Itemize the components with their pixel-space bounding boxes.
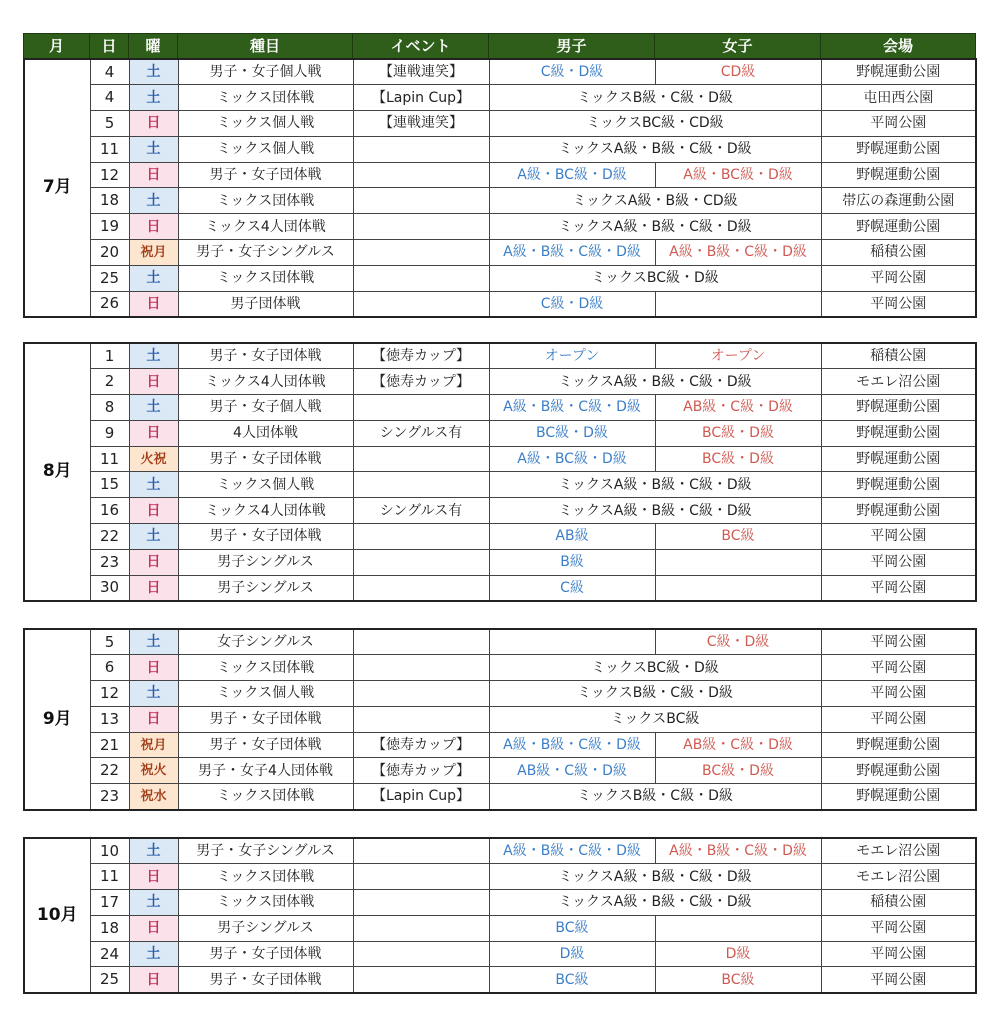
month-label: 10月: [24, 838, 90, 993]
day-number: 22: [90, 758, 129, 784]
men-division: A級・B級・C級・D級: [489, 732, 655, 758]
venue: 平岡公園: [821, 706, 976, 732]
schedule-row: [24, 420, 976, 446]
day-number: 4: [90, 85, 129, 111]
weekday-badge: 祝火: [129, 758, 178, 784]
weekday-badge: 日: [129, 111, 178, 137]
header-event-type: 種目: [178, 34, 353, 59]
schedule-row: [24, 838, 976, 864]
schedule-row: [24, 864, 976, 890]
mixed-division: ミックスBC級・D級: [489, 655, 821, 681]
men-division: A級・BC級・D級: [489, 162, 655, 188]
venue: 平岡公園: [821, 111, 976, 137]
schedule-row: [24, 655, 976, 681]
event-type: 4人団体戦: [178, 420, 353, 446]
women-division: C級・D級: [655, 629, 821, 655]
venue: 帯広の森運動公園: [821, 188, 976, 214]
event-name: 【連戦連笑】: [353, 59, 489, 85]
event-name: 【連戦連笑】: [353, 111, 489, 137]
event-type: 男子シングルス: [178, 915, 353, 941]
event-type: ミックス個人戦: [178, 136, 353, 162]
men-division: BC級: [489, 967, 655, 993]
schedule-row: [24, 498, 976, 524]
day-number: 8: [90, 395, 129, 421]
women-division: BC級・D級: [655, 420, 821, 446]
venue: 屯田西公園: [821, 85, 976, 111]
mixed-division: ミックスA級・B級・C級・D級: [489, 369, 821, 395]
day-number: 19: [90, 214, 129, 240]
event-name: [353, 136, 489, 162]
schedule-row: [24, 706, 976, 732]
event-name: [353, 706, 489, 732]
header-women: 女子: [655, 34, 821, 59]
venue: 平岡公園: [821, 941, 976, 967]
header-day: 日: [90, 34, 129, 59]
venue: モエレ沼公園: [821, 369, 976, 395]
weekday-badge: 土: [129, 59, 178, 85]
venue: 野幌運動公園: [821, 162, 976, 188]
weekday-badge: 土: [129, 629, 178, 655]
weekday-badge: 日: [129, 967, 178, 993]
day-number: 25: [90, 265, 129, 291]
month-block: [23, 342, 977, 602]
event-name: [353, 941, 489, 967]
women-division: A級・BC級・D級: [655, 162, 821, 188]
men-division: BC級・D級: [489, 420, 655, 446]
schedule-row: [24, 629, 976, 655]
day-number: 5: [90, 629, 129, 655]
event-type: ミックス個人戦: [178, 111, 353, 137]
women-division: [655, 575, 821, 601]
day-number: 12: [90, 162, 129, 188]
venue: 平岡公園: [821, 915, 976, 941]
men-division: BC級: [489, 915, 655, 941]
schedule-row: [24, 59, 976, 85]
venue: 平岡公園: [821, 575, 976, 601]
venue: モエレ沼公園: [821, 838, 976, 864]
weekday-badge: 火祝: [129, 446, 178, 472]
men-division: A級・BC級・D級: [489, 446, 655, 472]
venue: 稲積公園: [821, 240, 976, 266]
venue: 平岡公園: [821, 524, 976, 550]
women-division: BC級: [655, 967, 821, 993]
weekday-badge: 日: [129, 498, 178, 524]
event-name: シングルス有: [353, 498, 489, 524]
venue: 野幌運動公園: [821, 214, 976, 240]
schedule-row: [24, 732, 976, 758]
event-type: 男子・女子団体戦: [178, 941, 353, 967]
schedule-row: [24, 575, 976, 601]
weekday-badge: 日: [129, 291, 178, 317]
schedule-row: [24, 524, 976, 550]
venue: 野幌運動公園: [821, 784, 976, 810]
women-division: AB級・C級・D級: [655, 732, 821, 758]
weekday-badge: 土: [129, 838, 178, 864]
day-number: 5: [90, 111, 129, 137]
weekday-badge: 土: [129, 941, 178, 967]
schedule-row: [24, 890, 976, 916]
header-row: [24, 34, 976, 59]
event-type: 女子シングルス: [178, 629, 353, 655]
mixed-division: ミックスB級・C級・D級: [489, 784, 821, 810]
mixed-division: ミックスA級・B級・C級・D級: [489, 498, 821, 524]
event-name: [353, 681, 489, 707]
event-type: ミックス団体戦: [178, 864, 353, 890]
event-name: 【Lapin Cup】: [353, 85, 489, 111]
event-name: [353, 214, 489, 240]
men-division: A級・B級・C級・D級: [489, 838, 655, 864]
month-label: 8月: [24, 343, 90, 601]
schedule-row: [24, 291, 976, 317]
event-type: ミックス個人戦: [178, 681, 353, 707]
mixed-division: ミックスB級・C級・D級: [489, 85, 821, 111]
header-month: 月: [24, 34, 90, 59]
schedule-row: [24, 136, 976, 162]
schedule-row: [24, 472, 976, 498]
event-name: [353, 967, 489, 993]
month-label: 9月: [24, 629, 90, 810]
weekday-badge: 日: [129, 420, 178, 446]
weekday-badge: 土: [129, 343, 178, 369]
day-number: 17: [90, 890, 129, 916]
event-name: 【徳寿カップ】: [353, 758, 489, 784]
event-type: ミックス団体戦: [178, 784, 353, 810]
women-division: [655, 915, 821, 941]
schedule-row: [24, 784, 976, 810]
day-number: 6: [90, 655, 129, 681]
event-type: ミックス団体戦: [178, 188, 353, 214]
venue: 野幌運動公園: [821, 59, 976, 85]
event-type: 男子・女子個人戦: [178, 59, 353, 85]
venue: 平岡公園: [821, 967, 976, 993]
day-number: 11: [90, 446, 129, 472]
women-division: CD級: [655, 59, 821, 85]
header-men: 男子: [489, 34, 655, 59]
day-number: 24: [90, 941, 129, 967]
event-type: ミックス団体戦: [178, 85, 353, 111]
event-type: ミックス4人団体戦: [178, 498, 353, 524]
event-name: [353, 524, 489, 550]
men-division: オープン: [489, 343, 655, 369]
venue: 稲積公園: [821, 343, 976, 369]
event-name: 【徳寿カップ】: [353, 732, 489, 758]
event-type: ミックス4人団体戦: [178, 214, 353, 240]
men-division: C級・D級: [489, 291, 655, 317]
day-number: 13: [90, 706, 129, 732]
month-label: 7月: [24, 59, 90, 317]
men-division: C級: [489, 575, 655, 601]
mixed-division: ミックスA級・B級・C級・D級: [489, 136, 821, 162]
event-type: 男子・女子シングルス: [178, 240, 353, 266]
day-number: 23: [90, 784, 129, 810]
day-number: 22: [90, 524, 129, 550]
event-type: 男子シングルス: [178, 549, 353, 575]
venue: 野幌運動公園: [821, 498, 976, 524]
men-division: A級・B級・C級・D級: [489, 395, 655, 421]
day-number: 25: [90, 967, 129, 993]
venue: 平岡公園: [821, 265, 976, 291]
mixed-division: ミックスA級・B級・C級・D級: [489, 472, 821, 498]
day-number: 11: [90, 864, 129, 890]
venue: モエレ沼公園: [821, 864, 976, 890]
event-name: [353, 265, 489, 291]
women-division: BC級・D級: [655, 446, 821, 472]
men-division: A級・B級・C級・D級: [489, 240, 655, 266]
venue: 野幌運動公園: [821, 446, 976, 472]
schedule-row: [24, 240, 976, 266]
weekday-badge: 土: [129, 188, 178, 214]
event-name: [353, 395, 489, 421]
day-number: 1: [90, 343, 129, 369]
event-type: 男子・女子団体戦: [178, 524, 353, 550]
venue: 平岡公園: [821, 681, 976, 707]
day-number: 4: [90, 59, 129, 85]
schedule-header: [23, 33, 976, 59]
weekday-badge: 日: [129, 162, 178, 188]
schedule-row: [24, 162, 976, 188]
day-number: 12: [90, 681, 129, 707]
event-type: 男子・女子団体戦: [178, 446, 353, 472]
venue: 平岡公園: [821, 629, 976, 655]
schedule-row: [24, 188, 976, 214]
women-division: BC級・D級: [655, 758, 821, 784]
mixed-division: ミックスBC級・D級: [489, 265, 821, 291]
venue: 野幌運動公園: [821, 420, 976, 446]
schedule-row: [24, 681, 976, 707]
event-name: 【徳寿カップ】: [353, 343, 489, 369]
header-venue: 会場: [821, 34, 976, 59]
event-name: 【Lapin Cup】: [353, 784, 489, 810]
venue: 平岡公園: [821, 655, 976, 681]
venue: 稲積公園: [821, 890, 976, 916]
women-division: [655, 291, 821, 317]
event-type: ミックス4人団体戦: [178, 369, 353, 395]
schedule-row: [24, 265, 976, 291]
weekday-badge: 土: [129, 890, 178, 916]
event-name: [353, 549, 489, 575]
women-division: D級: [655, 941, 821, 967]
men-division: AB級・C級・D級: [489, 758, 655, 784]
event-name: [353, 162, 489, 188]
weekday-badge: 日: [129, 706, 178, 732]
event-name: [353, 446, 489, 472]
schedule-row: [24, 758, 976, 784]
weekday-badge: 土: [129, 681, 178, 707]
weekday-badge: 日: [129, 864, 178, 890]
event-name: 【徳寿カップ】: [353, 369, 489, 395]
event-name: [353, 240, 489, 266]
event-name: [353, 629, 489, 655]
schedule-row: [24, 915, 976, 941]
weekday-badge: 祝水: [129, 784, 178, 810]
mixed-division: ミックスA級・B級・C級・D級: [489, 864, 821, 890]
event-type: 男子・女子団体戦: [178, 162, 353, 188]
mixed-division: ミックスA級・B級・C級・D級: [489, 890, 821, 916]
weekday-badge: 祝月: [129, 732, 178, 758]
weekday-badge: 祝月: [129, 240, 178, 266]
event-type: 男子・女子団体戦: [178, 732, 353, 758]
venue: 野幌運動公園: [821, 136, 976, 162]
weekday-badge: 土: [129, 472, 178, 498]
event-type: 男子・女子団体戦: [178, 967, 353, 993]
month-block: [23, 58, 977, 318]
weekday-badge: 日: [129, 655, 178, 681]
day-number: 20: [90, 240, 129, 266]
header-weekday: 曜: [129, 34, 178, 59]
month-block: [23, 628, 977, 811]
day-number: 2: [90, 369, 129, 395]
event-name: [353, 291, 489, 317]
day-number: 21: [90, 732, 129, 758]
day-number: 18: [90, 188, 129, 214]
event-name: シングルス有: [353, 420, 489, 446]
event-type: ミックス個人戦: [178, 472, 353, 498]
day-number: 11: [90, 136, 129, 162]
weekday-badge: 日: [129, 214, 178, 240]
venue: 野幌運動公園: [821, 472, 976, 498]
event-type: 男子・女子団体戦: [178, 706, 353, 732]
day-number: 26: [90, 291, 129, 317]
mixed-division: ミックスA級・B級・C級・D級: [489, 214, 821, 240]
venue: 野幌運動公園: [821, 758, 976, 784]
day-number: 23: [90, 549, 129, 575]
venue: 平岡公園: [821, 549, 976, 575]
women-division: A級・B級・C級・D級: [655, 240, 821, 266]
men-division: AB級: [489, 524, 655, 550]
event-type: 男子団体戦: [178, 291, 353, 317]
event-name: [353, 188, 489, 214]
day-number: 18: [90, 915, 129, 941]
schedule-row: [24, 369, 976, 395]
day-number: 15: [90, 472, 129, 498]
schedule-row: [24, 967, 976, 993]
weekday-badge: 日: [129, 549, 178, 575]
event-type: ミックス団体戦: [178, 265, 353, 291]
day-number: 16: [90, 498, 129, 524]
mixed-division: ミックスBC級・CD級: [489, 111, 821, 137]
event-name: [353, 472, 489, 498]
weekday-badge: 日: [129, 915, 178, 941]
weekday-badge: 土: [129, 85, 178, 111]
women-division: BC級: [655, 524, 821, 550]
women-division: オープン: [655, 343, 821, 369]
event-name: [353, 655, 489, 681]
mixed-division: ミックスBC級: [489, 706, 821, 732]
mixed-division: ミックスA級・B級・CD級: [489, 188, 821, 214]
event-type: ミックス団体戦: [178, 890, 353, 916]
header-event-name: イベント: [353, 34, 489, 59]
event-name: [353, 838, 489, 864]
women-division: AB級・C級・D級: [655, 395, 821, 421]
schedule-row: [24, 549, 976, 575]
women-division: A級・B級・C級・D級: [655, 838, 821, 864]
event-type: 男子・女子個人戦: [178, 395, 353, 421]
event-type: 男子シングルス: [178, 575, 353, 601]
event-name: [353, 864, 489, 890]
weekday-badge: 日: [129, 575, 178, 601]
weekday-badge: 日: [129, 369, 178, 395]
month-block: [23, 837, 977, 994]
event-type: ミックス団体戦: [178, 655, 353, 681]
venue: 野幌運動公園: [821, 732, 976, 758]
weekday-badge: 土: [129, 524, 178, 550]
event-type: 男子・女子シングルス: [178, 838, 353, 864]
schedule-row: [24, 343, 976, 369]
schedule-row: [24, 395, 976, 421]
men-division: [489, 629, 655, 655]
schedule-row: [24, 446, 976, 472]
men-division: C級・D級: [489, 59, 655, 85]
mixed-division: ミックスB級・C級・D級: [489, 681, 821, 707]
schedule-row: [24, 85, 976, 111]
event-name: [353, 915, 489, 941]
schedule-row: [24, 214, 976, 240]
venue: 野幌運動公園: [821, 395, 976, 421]
event-name: [353, 575, 489, 601]
venue: 平岡公園: [821, 291, 976, 317]
women-division: [655, 549, 821, 575]
event-type: 男子・女子4人団体戦: [178, 758, 353, 784]
weekday-badge: 土: [129, 136, 178, 162]
schedule-row: [24, 941, 976, 967]
men-division: B級: [489, 549, 655, 575]
event-name: [353, 890, 489, 916]
day-number: 10: [90, 838, 129, 864]
weekday-badge: 土: [129, 265, 178, 291]
schedule-row: [24, 111, 976, 137]
day-number: 9: [90, 420, 129, 446]
men-division: D級: [489, 941, 655, 967]
day-number: 30: [90, 575, 129, 601]
weekday-badge: 土: [129, 395, 178, 421]
event-type: 男子・女子団体戦: [178, 343, 353, 369]
